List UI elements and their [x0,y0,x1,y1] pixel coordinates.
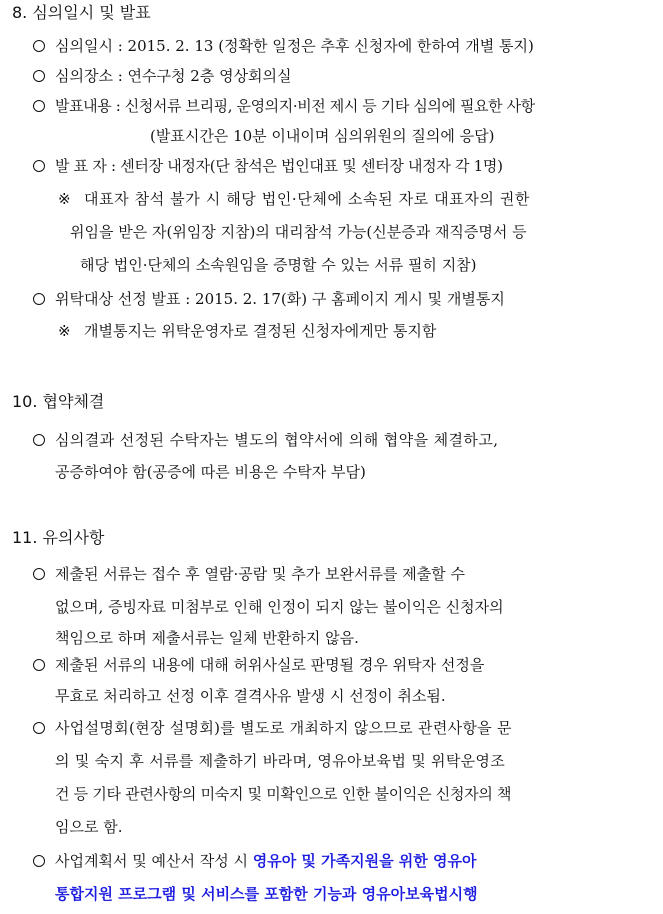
text-line: 무효로 처리하고 선정 이후 결격사유 발생 시 선정이 취소됨. [55,687,446,705]
text-line: 건 등 기타 관련사항의 미숙지 및 미확인으로 인한 불이익은 신청자의 책 [55,785,512,803]
text-line: 심의일시 : 2015. 2. 13 (정확한 일정은 추후 신청자에 한하여 개별 통지) [55,37,534,55]
text-line: 없으며, 증빙자료 미첨부로 인해 인정이 되지 않는 불이익은 신청자의 [55,598,504,616]
bullet-circle-icon [33,100,45,112]
text-line: 임으로 함. [55,818,123,836]
bullet-circle-icon [33,659,45,671]
section-title-11: 11. 유의사항 [12,528,105,547]
text-line: 심의장소 : 연수구청 2층 영상회의실 [55,67,292,85]
text-line: 의 및 숙지 후 서류를 제출하기 바라며, 영유아보육법 및 위탁운영조 [55,752,506,770]
highlighted-text: 영유아 및 가족지원을 위한 영유아 [252,852,477,870]
section-title-8: 8. 심의일시 및 발표 [12,3,151,22]
bullet-circle-icon [33,434,45,446]
text-line: 위탁대상 선정 발표 : 2015. 2. 17(화) 구 홈페이지 게시 및 개별통지 [55,290,505,308]
text-line: 사업설명회(현장 설명회)를 별도로 개최하지 않으므로 관련사항을 문 [55,719,512,737]
text-line: 심의결과 선정된 수탁자는 별도의 협약서에 의해 협약을 체결하고, [55,431,499,449]
text-line: 발 표 자 : 센터장 내정자(단 참석은 법인대표 및 센터장 내정자 각 1명) [55,157,503,175]
text-line: 위임을 받은 자(위임장 지참)의 대리참석 가능(신분증과 재직증명서 등 [70,223,527,241]
text-line: 제출된 서류는 접수 후 열람·공람 및 추가 보완서류를 제출할 수 [55,565,465,583]
bullet-circle-icon [33,568,45,580]
text-line: 대표자 참석 불가 시 해당 법인·단체에 소속된 자로 대표자의 권한 [84,190,531,208]
bullet-circle-icon [33,160,45,172]
text-line: 해당 법인·단체의 소속원임을 증명할 수 있는 서류 필히 지참) [80,256,477,274]
text-line: 개별통지는 위탁운영자로 결정된 신청자에게만 통지함 [84,322,437,340]
text-line: 공증하여야 함(공증에 따른 비용은 수탁자 부담) [55,463,366,481]
bullet-circle-icon [33,70,45,82]
text-line [55,850,477,872]
text-line: (발표시간은 10분 이내이며 심의위원의 질의에 응답) [150,127,495,145]
text-line: 책임으로 하며 제출서류는 일체 반환하지 않음. [55,629,359,647]
note-mark-icon: ※ [58,190,71,208]
bullet-circle-icon [33,40,45,52]
text-line: 발표내용 : 신청서류 브리핑, 운영의지·비전 제시 등 기타 심의에 필요한 사항 [55,97,535,115]
text-line: 제출된 서류의 내용에 대해 허위사실로 판명될 경우 위탁자 선정을 [55,656,485,674]
bullet-circle-icon [33,722,45,734]
text-segment: 사업계획서 및 예산서 작성 시 [55,852,253,870]
section-title-10: 10. 협약체결 [12,392,105,411]
bullet-circle-icon [33,855,45,867]
note-mark-icon: ※ [58,322,71,340]
highlighted-text-line: 통합지원 프로그램 및 서비스를 포함한 기능과 영유아보육법시행 [55,885,478,903]
bullet-circle-icon [33,293,45,305]
